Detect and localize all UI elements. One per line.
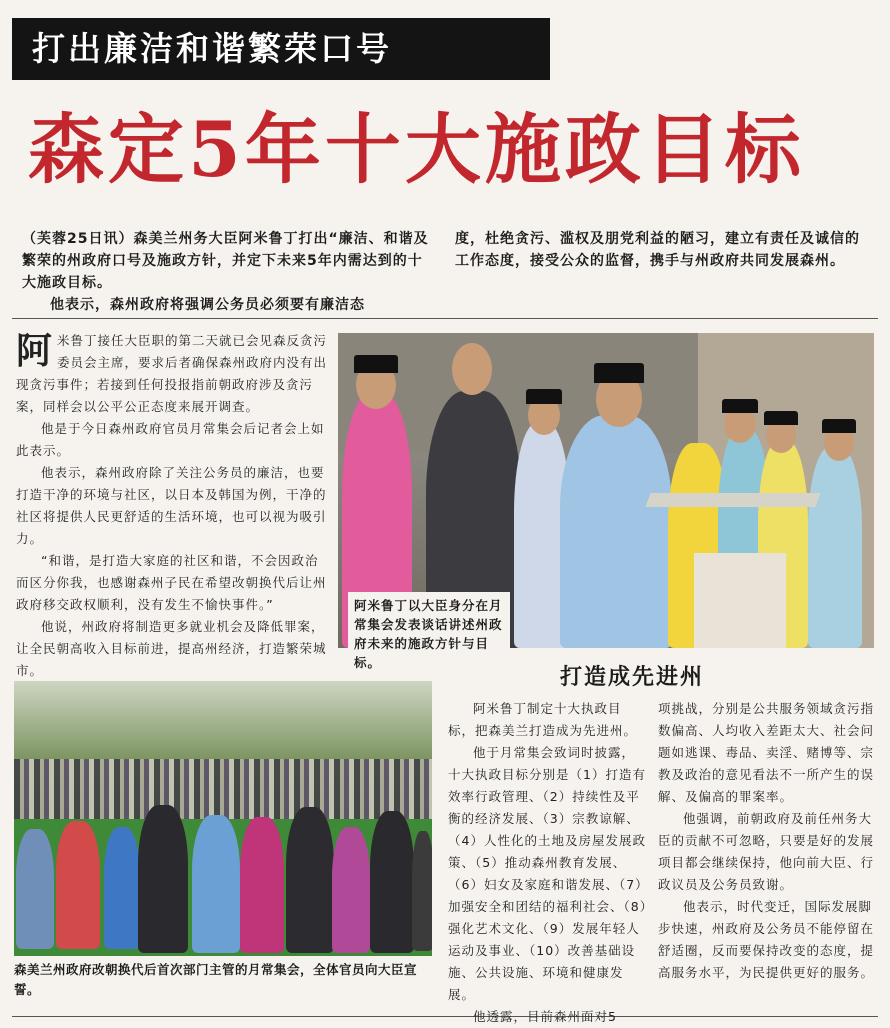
body-paragraph: 他表示，时代变迁，国际发展脚步快速，州政府及公务员不能停留在舒适圈，反而要保持改变的态度，提高服务水平，为民提供更好的服务。 xyxy=(658,899,875,980)
photo-assembly xyxy=(14,681,432,956)
photo-caption: 森美兰州政府改朝换代后首次部门主管的月常集会，全体官员向大臣宣誓。 xyxy=(14,962,418,997)
lead-right xyxy=(455,228,865,272)
body-paragraph: 他说，州政府将制造更多就业机会及降低罪案，让全民朝高收入目标前进，提高州经济，打造繁荣城市。 xyxy=(16,619,327,678)
lead-paragraph: （芙蓉25日讯）森美兰州务大臣阿米鲁丁打出“廉洁、和谐及繁荣的州政府口号及施政方针，并定下未来5年内需达到的十大施政目标。 xyxy=(22,231,429,291)
body-paragraph: 阿米鲁丁制定十大执政目标，把森美兰打造成为先进州。 xyxy=(448,701,638,738)
lead-left xyxy=(22,228,434,316)
body-paragraph: “和谐，是打造大家庭的社区和谐，不会因政治而区分你我，也感谢森州子民在希望改朝换代后让州政府移交政权顺利，没有发生不愉快事件。” xyxy=(16,553,327,612)
photo-caption: 阿米鲁丁以大臣身分在月常集会发表谈话讲述州政府未来的施政方针与目标。 xyxy=(348,592,510,676)
drop-cap: 阿 xyxy=(16,330,54,372)
body-paragraph xyxy=(16,330,331,418)
kicker-banner: 打出廉洁和谐繁荣口号 xyxy=(12,18,550,80)
body-text: 米鲁丁接任大臣职的第二天就已会见森反贪污委员会主席，要求后者确保森州政府内没有出现贪污事件；若接到任何投报指前朝政府涉及贪污案，同样会以公平公正态度来展开调查。 xyxy=(16,333,328,414)
body-column-2 xyxy=(448,698,648,1028)
body-paragraph: 项挑战，分别是公共服务领域贪污指数偏高、人均收入差距太大、社会问题如逃课、毒品、卖淫、赌博等、宗教及政治的意见看法不一所产生的误解、及偏高的罪案率。 xyxy=(658,701,875,804)
lead-paragraph: 度，杜绝贪污、滥权及朋党利益的陋习，建立有责任及诚信的工作态度，接受公众的监督，携手与州政府共同发展森州。 xyxy=(455,231,860,269)
lead-paragraph: 他表示，森州政府将强调公务员必须要有廉洁态 xyxy=(50,297,365,313)
divider xyxy=(12,1016,878,1017)
body-column-3 xyxy=(658,698,878,984)
body-paragraph: 他于月常集会致词时披露，十大执政目标分别是（1）打造有效率行政管理、（2）持续性及平衡的经济发展、（3）宗教谅解、（4）人性化的土地及房屋发展政策、（5）推动森州教育发展、（6）妇女及家庭和谐发展、（7）加强安全和团结的福利社会、（8）强化艺术文化、（9）发展年轻人运动及事业、（10）改善基础设施、公共设施、环境和健康发展。 xyxy=(448,745,647,1002)
body-paragraph: 他透露，目前森州面对5 xyxy=(473,1009,617,1024)
body-paragraph: 他表示，森州政府除了关注公务员的廉洁，也要打造干净的环境与社区，以日本及韩国为例，干净的社区将提供人民更舒适的生活环境，也可以视为吸引力。 xyxy=(16,465,327,546)
divider xyxy=(12,318,878,319)
body-paragraph: 他强调，前朝政府及前任州务大臣的贡献不可忽略，只要是好的发展项目都会继续保持，他向前大臣、行政议员及公务员致谢。 xyxy=(658,811,875,892)
body-paragraph: 他是于今日森州政府官员月常集会后记者会上如此表示。 xyxy=(16,421,325,458)
body-column-1 xyxy=(16,330,331,682)
headline: 森定5年十大施政目标 xyxy=(28,105,805,194)
section-subhead: 打造成先进州 xyxy=(560,665,705,690)
